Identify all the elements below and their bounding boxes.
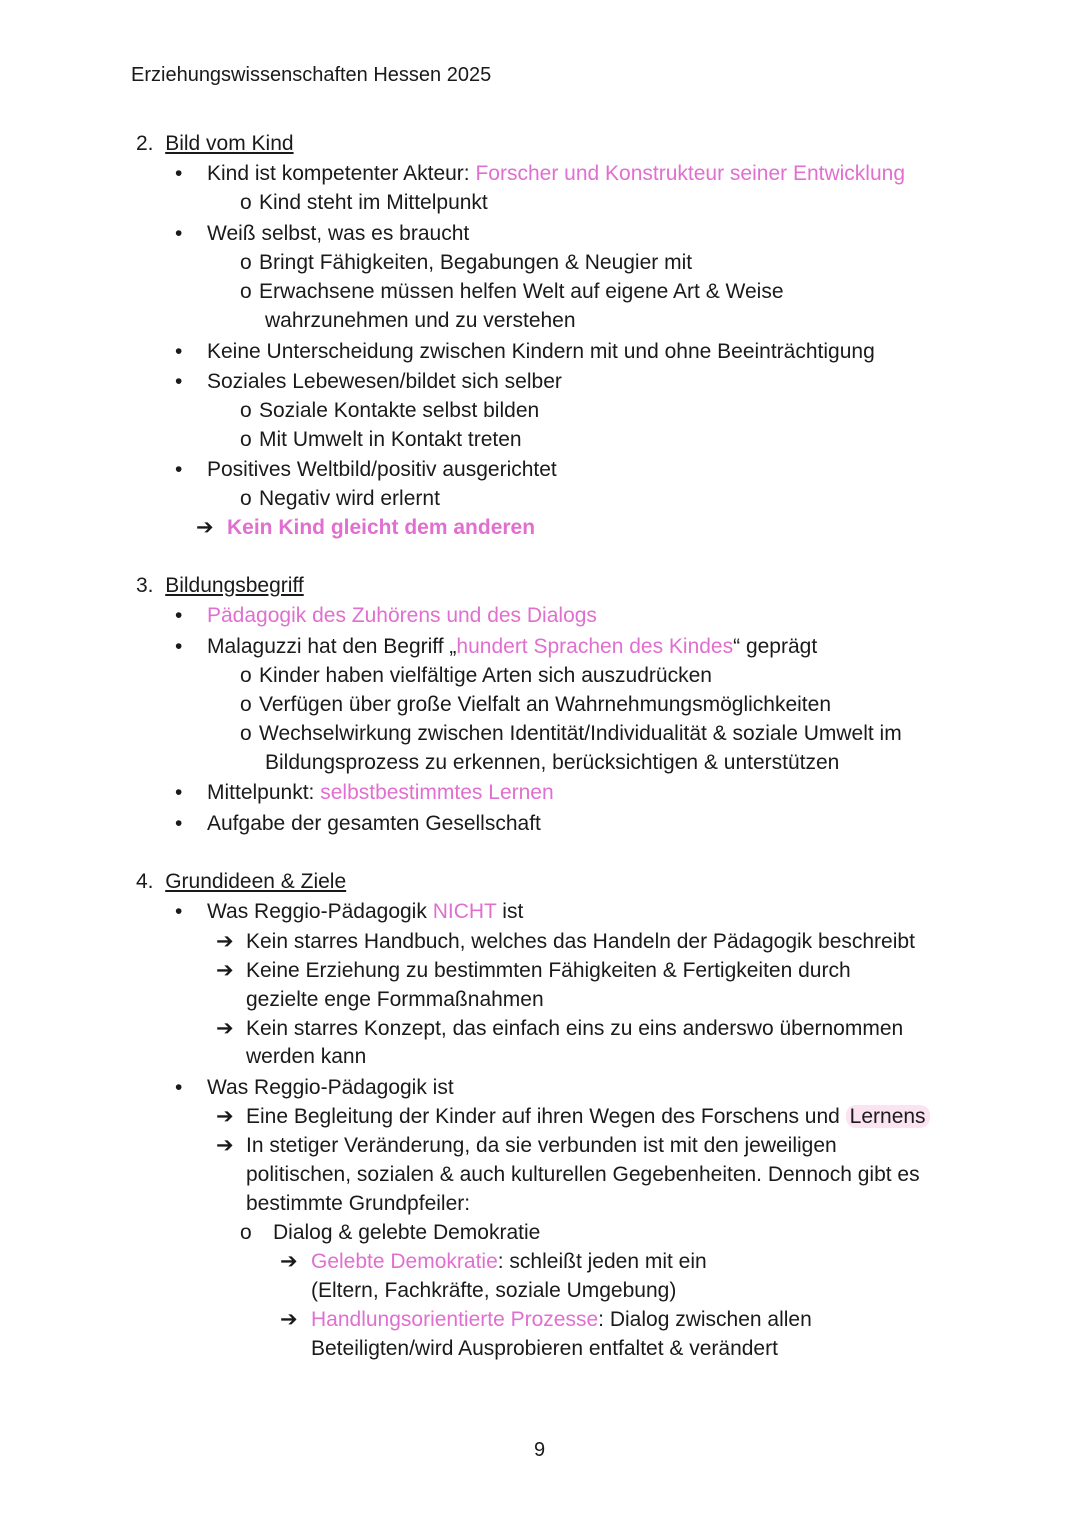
list-item: Kind ist kompetenter Akteur: Forscher und Konstrukteur seiner Entwicklung — [207, 162, 906, 185]
list-item: Mittelpunkt: selbstbestimmtes Lernen — [207, 781, 554, 804]
list-item: Handlungsorientierte Prozesse: Dialog zwischen allen — [311, 1308, 812, 1331]
list-item-continuation: Bildungsprozess zu erkennen, berücksichtigen & unterstützen — [265, 751, 840, 774]
section-4-heading — [136, 869, 346, 895]
arrow-right-icon: ➔ — [216, 930, 234, 953]
list-item: Gelebte Demokratie: schleißt jeden mit ein — [311, 1250, 707, 1273]
list-item: Negativ wird erlernt — [259, 487, 440, 510]
bullet-icon: • — [175, 222, 183, 245]
circle-bullet-icon: o — [240, 664, 252, 687]
list-item: Pädagogik des Zuhörens und des Dialogs — [207, 604, 597, 627]
circle-bullet-icon: o — [240, 722, 252, 745]
list-item: Kein starres Konzept, das einfach eins zu eins anderswo übernommen — [246, 1017, 904, 1040]
bullet-icon: • — [175, 370, 183, 393]
bullet-icon: • — [175, 900, 183, 923]
list-item-continuation: Beteiligten/wird Ausprobieren entfaltet & verändert — [311, 1337, 778, 1360]
bullet-icon: • — [175, 1076, 183, 1099]
list-item-continuation: wahrzunehmen und zu verstehen — [265, 309, 576, 332]
list-item: Kind steht im Mittelpunkt — [259, 191, 488, 214]
list-item: Aufgabe der gesamten Gesellschaft — [207, 812, 541, 835]
highlighted-word: Lernens — [846, 1105, 930, 1128]
list-item: Weiß selbst, was es braucht — [207, 222, 470, 245]
bullet-icon: • — [175, 812, 183, 835]
bullet-icon: • — [175, 781, 183, 804]
bullet-icon: • — [175, 340, 183, 363]
list-item: Soziales Lebewesen/bildet sich selber — [207, 370, 562, 393]
arrow-right-icon: ➔ — [216, 1017, 234, 1040]
list-item-continuation: (Eltern, Fachkräfte, soziale Umgebung) — [311, 1279, 677, 1302]
section-title: Bild vom Kind — [165, 132, 294, 155]
circle-bullet-icon: o — [240, 251, 252, 274]
circle-bullet-icon: o — [240, 1221, 252, 1244]
list-item: Erwachsene müssen helfen Welt auf eigene Art & Weise — [259, 280, 784, 303]
list-item: Was Reggio-Pädagogik NICHT ist — [207, 900, 524, 923]
circle-bullet-icon: o — [240, 399, 252, 422]
list-item: Soziale Kontakte selbst bilden — [259, 399, 540, 422]
arrow-right-icon: ➔ — [216, 1134, 234, 1157]
section-number: 4. — [136, 870, 154, 893]
arrow-right-icon: ➔ — [216, 959, 234, 982]
list-item: Malaguzzi hat den Begriff „hundert Sprachen des Kindes“ geprägt — [207, 635, 818, 658]
list-item: Kinder haben vielfältige Arten sich auszudrücken — [259, 664, 712, 687]
circle-bullet-icon: o — [240, 428, 252, 451]
page-number: 9 — [534, 1439, 546, 1461]
list-item-continuation: politischen, sozialen & auch kulturellen Gegebenheiten. Dennoch gibt es — [246, 1163, 920, 1186]
page-header: Erziehungswissenschaften Hessen 2025 — [131, 64, 492, 86]
circle-bullet-icon: o — [240, 191, 252, 214]
list-item: Kein starres Handbuch, welches das Handeln der Pädagogik beschreibt — [246, 930, 915, 953]
arrow-right-icon: ➔ — [280, 1250, 298, 1273]
list-item: Eine Begleitung der Kinder auf ihren Wegen des Forschens und Lernens — [246, 1104, 930, 1130]
arrow-right-icon: ➔ — [280, 1308, 298, 1331]
bullet-icon: • — [175, 458, 183, 481]
list-item: Bringt Fähigkeiten, Begabungen & Neugier mit — [259, 251, 693, 274]
list-item-continuation: gezielte enge Formmaßnahmen — [246, 988, 544, 1011]
list-item-continuation: werden kann — [246, 1045, 367, 1068]
conclusion: Kein Kind gleicht dem anderen — [227, 516, 536, 539]
list-item: In stetiger Veränderung, da sie verbunden ist mit den jeweiligen — [246, 1134, 837, 1157]
circle-bullet-icon: o — [240, 280, 252, 303]
list-item: Was Reggio-Pädagogik ist — [207, 1076, 454, 1099]
bullet-icon: • — [175, 162, 183, 185]
section-number: 3. — [136, 574, 154, 597]
circle-bullet-icon: o — [240, 693, 252, 716]
list-item-continuation: bestimmte Grundpfeiler: — [246, 1192, 471, 1215]
list-item: Mit Umwelt in Kontakt treten — [259, 428, 522, 451]
section-title: Grundideen & Ziele — [165, 870, 347, 893]
arrow-right-icon: ➔ — [216, 1105, 234, 1128]
bullet-icon: • — [175, 635, 183, 658]
list-item: Keine Unterscheidung zwischen Kindern mit und ohne Beeinträchtigung — [207, 340, 875, 363]
section-number: 2. — [136, 132, 154, 155]
list-item: Dialog & gelebte Demokratie — [273, 1221, 541, 1244]
circle-bullet-icon: o — [240, 487, 252, 510]
list-item: Positives Weltbild/positiv ausgerichtet — [207, 458, 557, 481]
list-item: Verfügen über große Vielfalt an Wahrnehmungsmöglichkeiten — [259, 693, 832, 716]
section-2-heading — [136, 131, 294, 157]
list-item: Wechselwirkung zwischen Identität/Individualität & soziale Umwelt im — [259, 722, 902, 745]
section-title: Bildungsbegriff — [165, 574, 304, 597]
arrow-right-icon: ➔ — [196, 516, 214, 539]
list-item: Keine Erziehung zu bestimmten Fähigkeiten & Fertigkeiten durch — [246, 959, 851, 982]
section-3-heading — [136, 573, 304, 599]
bullet-icon: • — [175, 604, 183, 627]
